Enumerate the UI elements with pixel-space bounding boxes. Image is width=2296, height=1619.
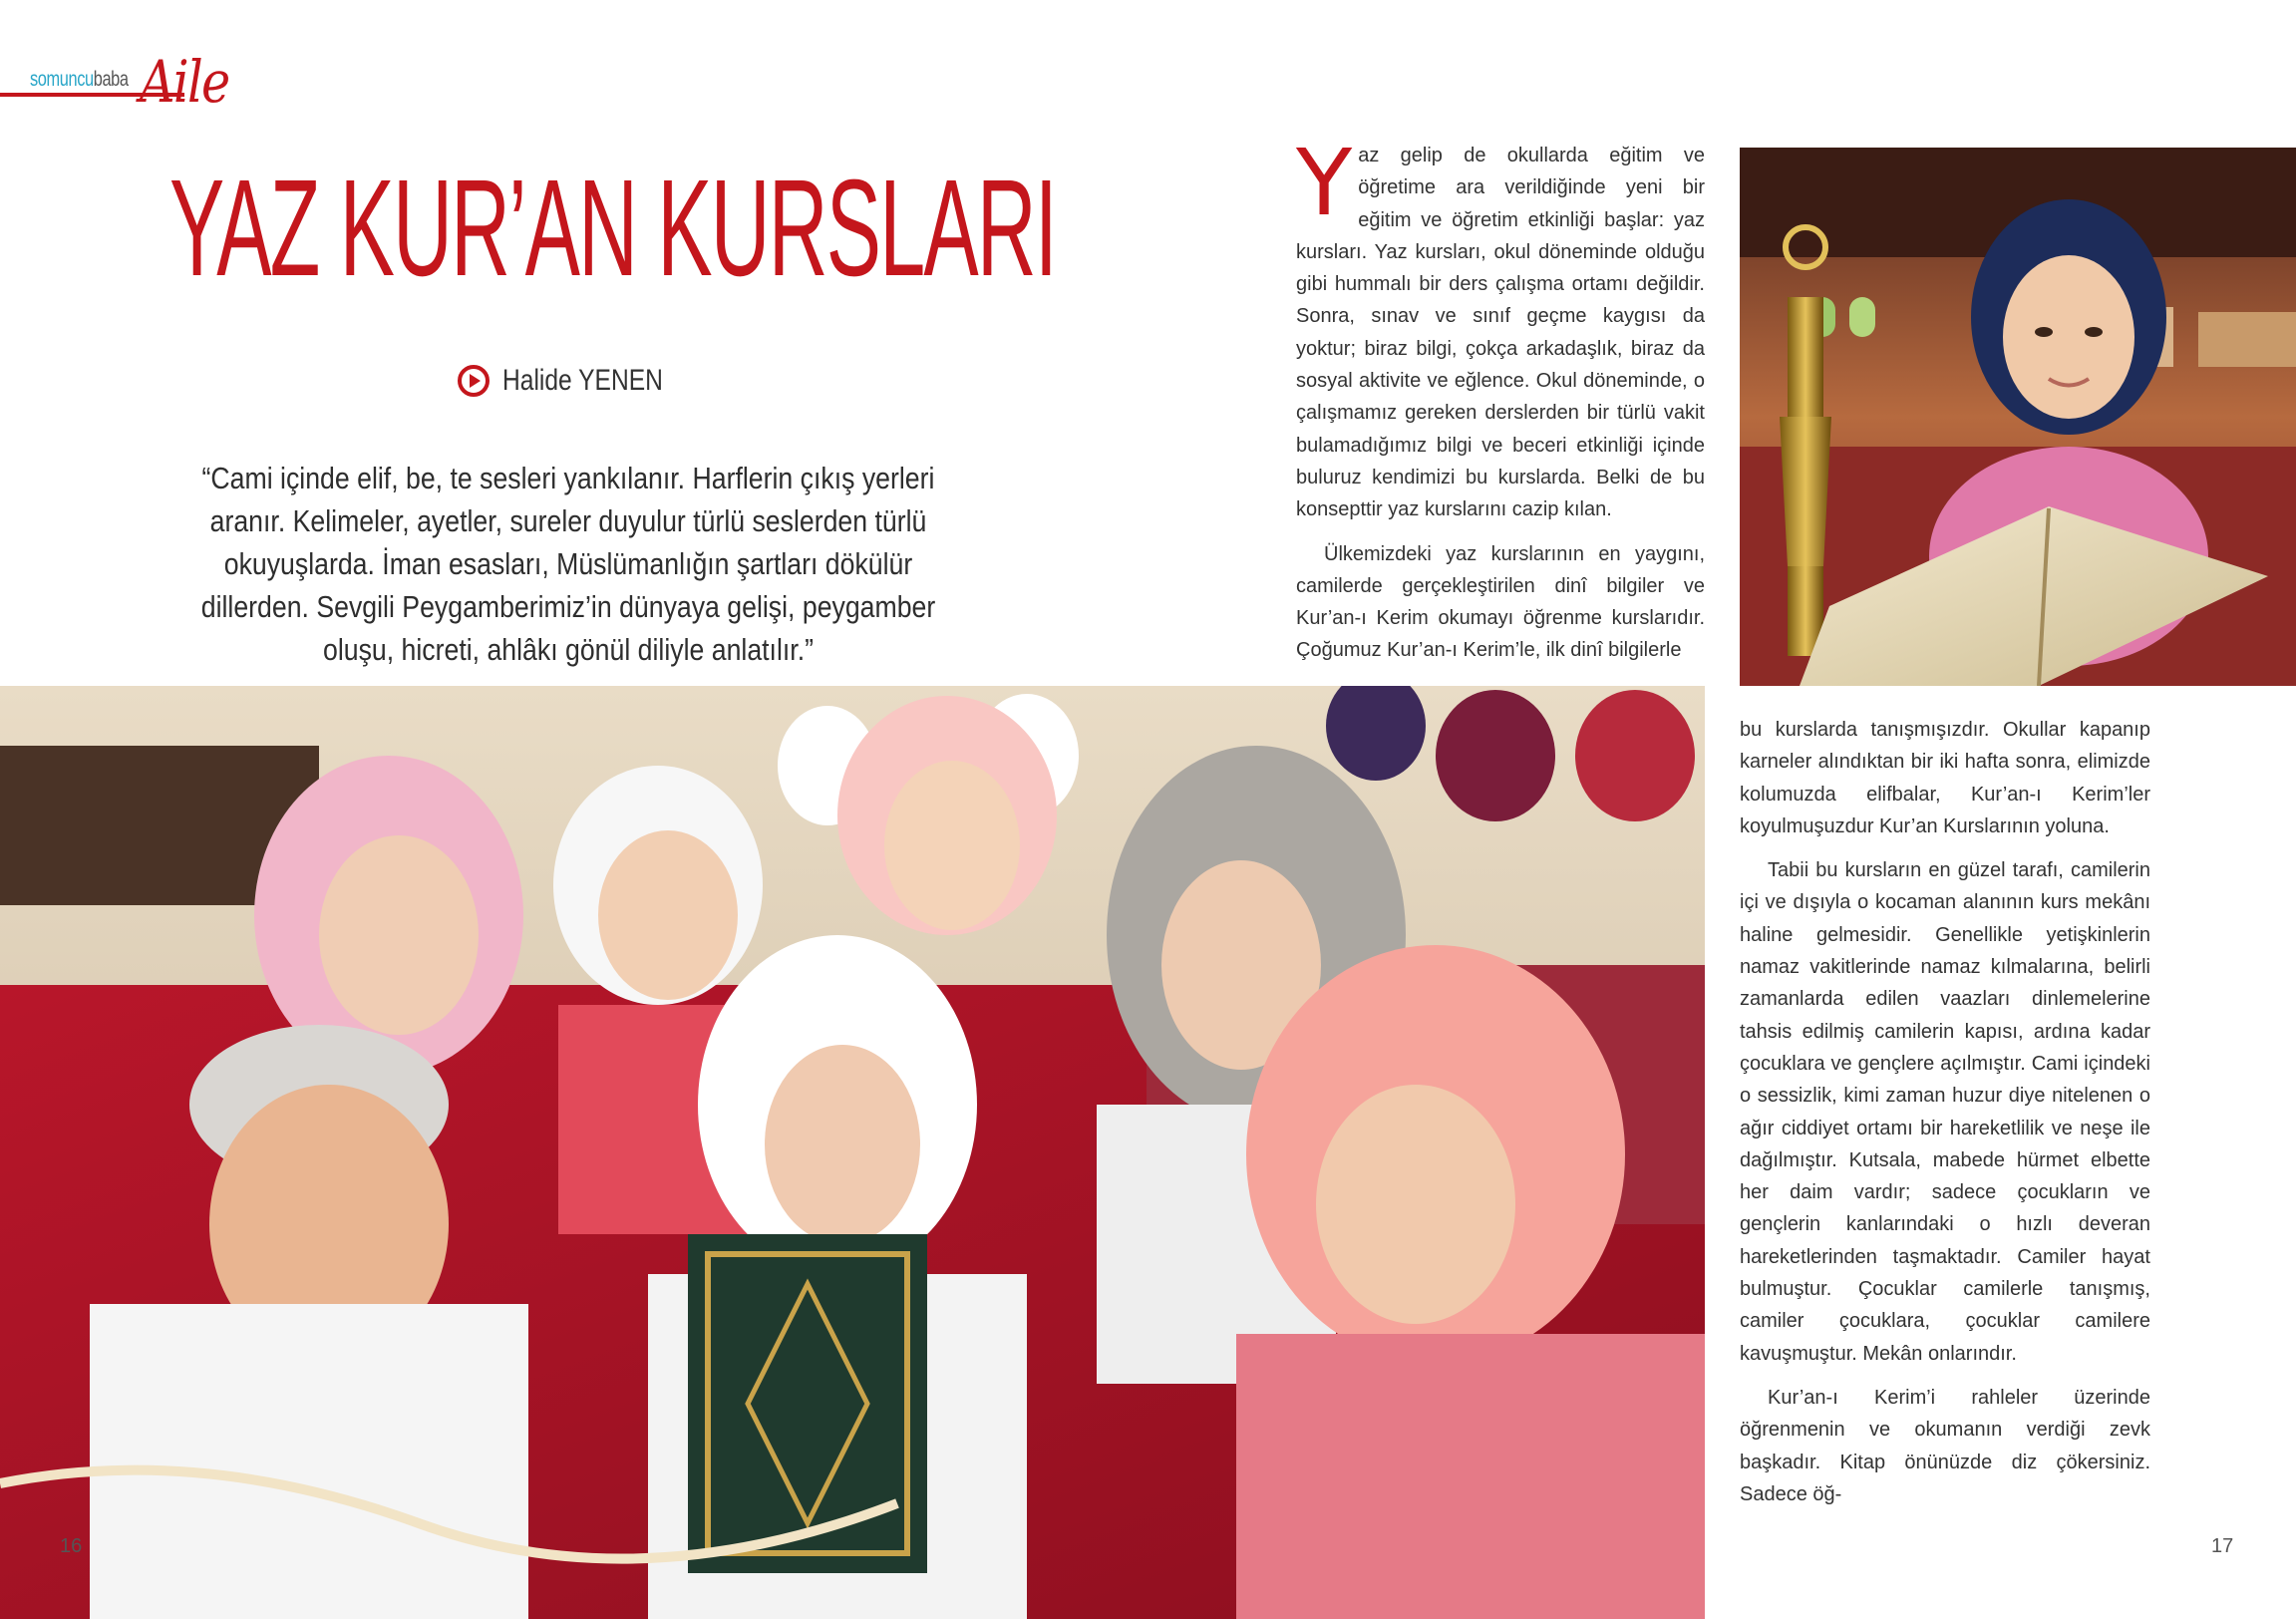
paragraph: Tabii bu kursların en güzel tarafı, camilerin içi ve dışıyla o kocaman alanının kurs mekânı haline gelmesidir. Genellikle yetişkinlerin namaz vakitlerinde namaz kılmalarına, belirli zamanlarda edilen vaazları dinlemelerine tahsis edilmiş camilerin kapısı, ardına kadar çocuklara ve gençlere açılmıştır. Cami içindeki o sessizlik, kimi zaman huzur diye nitelenen o ağır ciddiyet ortamı bir hareketlilik ve neşe ile dağılmıştır. Kutsala, mabede hürmet elbette her daim vardır; sadece çocukların ve gençlerin kanlarındaki o hızlı deveran hareketlerinden taşmaktadır. Camiler hayat bulmuştur. Çocuklar camilerle tanışmış, camiler çocuklara, çocuklar camilere kavuşmuştur. Mekân onlarındır. xyxy=(1740,859,2150,1365)
pull-quote xyxy=(140,457,997,671)
author-name: Halide YENEN xyxy=(502,364,663,397)
photo-girl-reading xyxy=(1740,148,2296,686)
page-number-right: 17 xyxy=(2211,1535,2234,1557)
brand-part2: baba xyxy=(93,68,129,91)
article-title: YAZ KUR’AN KURSLARI xyxy=(169,152,1057,305)
paragraph: Kur’an-ı Kerim’i rahleler üzerinde öğrenmenin ve okumanın verdiği zevk başkadır. Kitap önünüzde diz çökersiniz. Sadece öğ- xyxy=(1740,1386,2150,1505)
text-column-2 xyxy=(1740,714,2150,1510)
pull-quote-text: “Cami içinde elif, be, te sesleri yankılanır. Harflerin çıkış yerleri aranır. Kelimeler, ayetler, sureler duyulur türlü seslerden türlü okuyuşlarda. İman esasları, Müslümanlığın şartları dökülür dillerden. Sevgili Peygamberimiz’in dünyaya gelişi, peygamber oluşu, hicreti, ahlâkı gönül diliyle anlatılır.” xyxy=(200,461,936,667)
brand-logo xyxy=(30,68,129,92)
author-byline xyxy=(457,361,698,401)
text-column-1 xyxy=(1296,130,1705,667)
paragraph: bu kurslarda tanışmışızdır. Okullar kapanıp karneler alındıktan bir iki hafta sonra, elimizde kolumuzda elifbalar, Kur’an-ı Kerim’ler koyulmuşuzdur Kur’an Kurslarının yoluna. xyxy=(1740,719,2150,837)
page-number-left: 16 xyxy=(60,1535,83,1557)
section-name: Aile xyxy=(140,48,229,116)
paragraph-text: az gelip de okullarda eğitim ve öğretime ara verildiğinde yeni bir eğitim ve öğretim etkinliği başlar: yaz kursları. Yaz kursları, okul döneminde olduğu gibi hummalı bir ders çalışma ortamı değildir. Sonra, sınav ve sınıf geçme kaygısı da yoktur; biraz bilgi, çokça arkadaşlık, biraz da sosyal aktivite ve eğlence. Okul döneminde, o çalışmamız gereken derslerden bir türlü vakit bulamadığımız bilgi ve beceri etkinliği içinde buluruz kendimizi bu kurslarda. Belki de bu konsepttir yaz kurslarını cazip kılan. xyxy=(1296,145,1705,521)
paragraph xyxy=(1296,130,1705,526)
brand-part1: somuncu xyxy=(30,68,94,91)
paragraph: Ülkemizdeki yaz kurslarının en yaygını, camilerde gerçekleştirilen dinî bilgiler ve Kur’an-ı Kerim okumayı öğrenme kurslarıdır. Çoğumuz Kur’an-ı Kerim’le, ilk dinî bilgilerle xyxy=(1296,542,1705,662)
drop-cap: Y xyxy=(1296,130,1353,236)
masthead xyxy=(0,48,249,116)
play-icon xyxy=(457,364,491,398)
photo-children-mosque xyxy=(0,686,1705,1619)
